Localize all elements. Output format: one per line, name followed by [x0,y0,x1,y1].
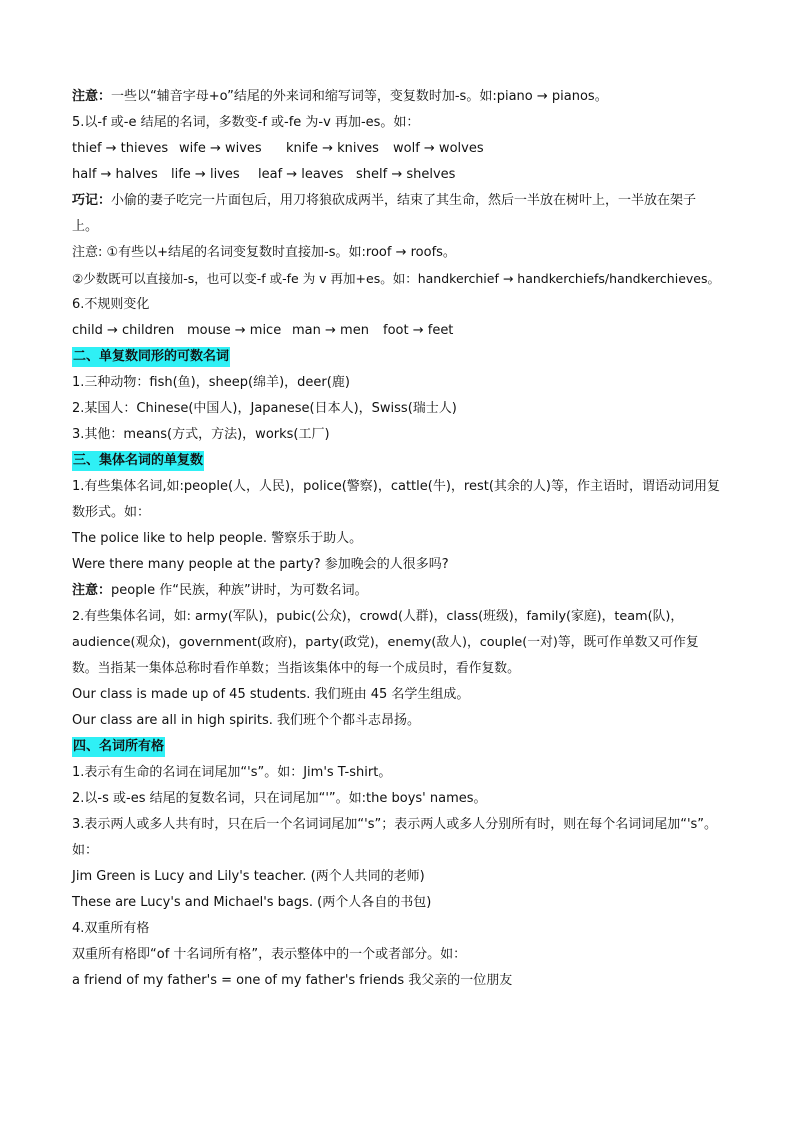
tip-paragraph [72,188,722,240]
example-sentence: Were there many people at the party? 参加晚会的人很多吗? [72,557,449,572]
word-pair: child → children [72,323,175,338]
section2-item-2: 2.某国人：Chinese(中国人)，Japanese(日本人)，Swiss(瑞士人) [72,401,457,416]
section3-item-2: 2.有些集体名词，如: army(军队)，pubic(公众)，crowd(人群)，class(班级)，family(家庭)，team(队)，audience(观众)，government(政府)，party(政党)，enemy(敌人)，couple(一对)等，既可作单数又可作复数。当指某一集体总称时看作单数；当指该集体中的每一个成员时，看作复数。 [72,609,699,676]
note-label: 注意： [72,583,112,598]
word-row-2 [72,162,722,188]
example-sentence: Our class are all in high spirits. 我们班个个都斗志昂扬。 [72,713,421,728]
word-pair: thief → thieves [72,141,169,156]
tip-text: 小偷的妻子吃完一片面包后，用刀将狼砍成两半，结束了其生命，然后一半放在树叶上，一半放在架子上。 [72,193,697,234]
section4-item-5: 双重所有格即“of 十名词所有格”，表示整体中的一个或者部分。如： [72,947,467,962]
example-sentence: Our class is made up of 45 students. 我们班由 45 名学生组成。 [72,687,470,702]
word-pair: knife → knives [286,141,379,156]
example-sentence: a friend of my father's = one of my father's friends 我父亲的一位朋友 [72,973,513,988]
note-label: 注意： [72,89,112,104]
word-pair: foot → feet [383,323,454,338]
word-pair: man → men [292,323,369,338]
heading-text: 四、名词所有格 [72,737,165,757]
note-line [72,84,722,110]
note-text: 一些以“辅音字母+o”结尾的外来词和缩写词等，变复数时加-s。如:piano → pianos。 [111,89,608,104]
section4-item-1: 1.表示有生命的名词在词尾加“'s”。如：Jim's T-shirt。 [72,765,392,780]
section2-item-3: 3.其他：means(方式，方法)，works(工厂) [72,427,330,442]
heading-text: 二、单复数同形的可数名词 [72,347,230,367]
word-pair: leaf → leaves [258,167,344,182]
note-text: people 作“民族，种族”讲时，为可数名词。 [111,583,368,598]
note-4 [72,578,722,604]
section-heading-3 [72,448,722,474]
word-pair: mouse → mice [187,323,282,338]
word-row-3 [72,318,722,344]
section4-item-4: 4.双重所有格 [72,921,150,936]
section2-item-1: 1.三种动物：fish(鱼)，sheep(绵羊)，deer(鹿) [72,375,350,390]
section4-item-2: 2.以-s 或-es 结尾的复数名词，只在词尾加“'”。如:the boys' names。 [72,791,487,806]
word-pair: shelf → shelves [356,167,456,182]
section-heading-4 [72,734,722,760]
section3-item-1: 1.有些集体名词,如:people(人，人民)，police(警察)，cattle(牛)，rest(其余的人)等，作主语时，谓语动词用复数形式。如： [72,479,720,520]
word-pair: life → lives [171,167,240,182]
example-sentence: The police like to help people. 警察乐于助人。 [72,531,363,546]
section-heading-2 [72,344,722,370]
word-pair: wife → wives [179,141,262,156]
section4-item-3: 3.表示两人或多人共有时，只在后一个名词词尾加“'s”；表示两人或多人分别所有时，则在每个名词词尾加“'s”。如： [72,817,718,858]
word-pair: wolf → wolves [393,141,484,156]
heading-text: 三、集体名词的单复数 [72,451,204,471]
tip-label: 巧记： [72,193,112,208]
note-2: 注意: ①有些以+结尾的名词变复数时直接加-s。如:roof → roofs。 [72,245,456,260]
example-sentence: Jim Green is Lucy and Lily's teacher. (两个人共同的老师) [72,869,425,884]
note-3: ②少数既可以直接加-s，也可以变-f 或-fe 为 v 再加+es。如：handkerchief → handkerchiefs/handkerchieves。 [72,271,720,286]
document-page [72,84,722,994]
example-sentence: These are Lucy's and Michael's bags. (两个人各自的书包) [72,895,432,910]
word-row-1 [72,136,722,162]
word-pair: half → halves [72,167,158,182]
rule-6: 6.不规则变化 [72,297,150,312]
rule-5: 5.以-f 或-e 结尾的名词，多数变-f 或-fe 为-v 再加-es。如： [72,115,420,130]
